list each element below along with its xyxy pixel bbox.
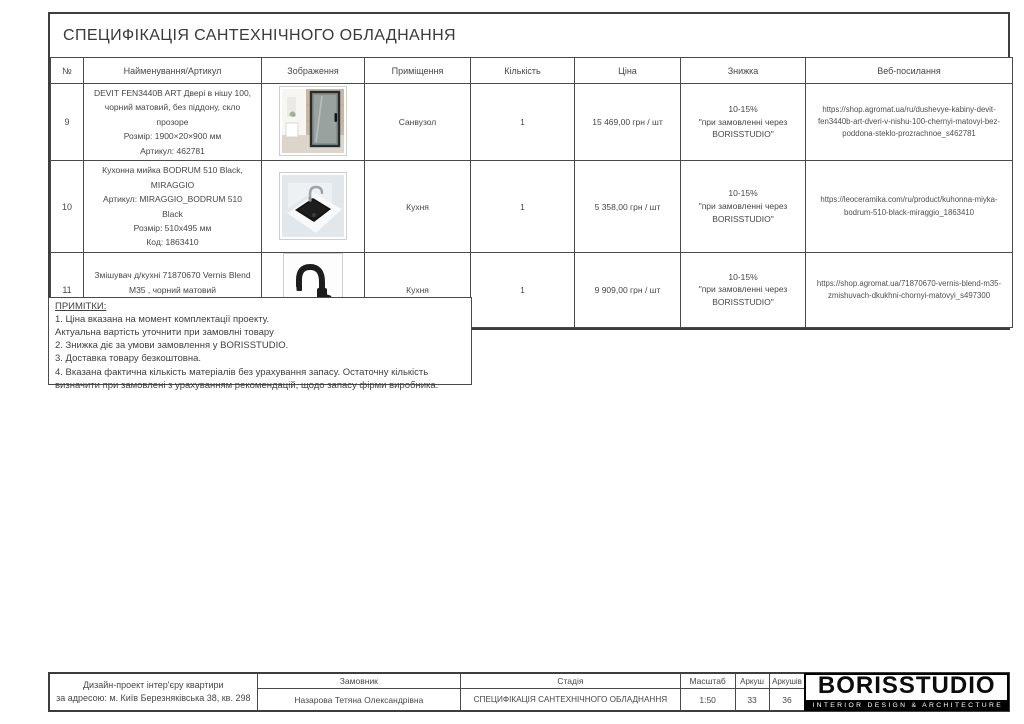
table-row — [51, 161, 1013, 253]
client-label: Замовник — [258, 674, 461, 689]
discount-cell — [681, 84, 806, 161]
col-header-price: Ціна — [575, 58, 681, 84]
project-info-cell — [50, 674, 258, 710]
spec-grid — [50, 57, 1013, 328]
web-link[interactable]: https://shop.agromat.ua/71870670-vernis-blend-m35-zmishuvach-dkukhni-chornyi-matovyi_s497300 — [806, 252, 1013, 327]
notes-heading: ПРИМІТКИ: — [55, 301, 107, 312]
notes-box — [48, 297, 472, 391]
page-title: СПЕЦИФІКАЦІЯ САНТЕХНІЧНОГО ОБЛАДНАННЯ — [63, 26, 456, 44]
discount-percent: 10-15% — [728, 103, 758, 114]
specification-table — [48, 12, 1010, 330]
discount-cell — [681, 161, 806, 253]
col-header-image: Зображення — [262, 58, 365, 84]
table-row — [51, 84, 1013, 161]
item-description: DEVIT FEN3440B ART Двері в нішу 100, чорний матовий, без піддону, скло прозоре — [93, 88, 252, 127]
row-number: 9 — [51, 84, 84, 161]
item-description: Кухонна мийка BODRUM 510 Black, MIRAGGIO — [102, 165, 243, 190]
discount-condition: "при замовленні через BORISSTUDIO" — [698, 201, 788, 224]
discount-condition: "при замовленні через BORISSTUDIO" — [698, 116, 788, 140]
discount-percent: 10-15% — [728, 188, 758, 199]
sheet-number-cell — [736, 674, 770, 710]
item-image-cell — [262, 84, 365, 161]
item-image-cell — [262, 161, 365, 253]
room-cell: Кухня — [365, 161, 471, 253]
col-header-qty: Кількість — [471, 58, 575, 84]
item-size: Розмір: 510х495 мм — [133, 222, 212, 233]
note-line: 4. Вказана фактична кількість матеріалів без урахування запасу. Остаточну кількість — [55, 366, 429, 378]
logo-tagline: INTERIOR DESIGN & ARCHITECTURE — [805, 700, 1008, 711]
scale-label: Масштаб — [681, 674, 735, 689]
qty-cell: 1 — [471, 252, 575, 327]
sheets-total-cell — [770, 674, 806, 710]
stage-cell — [461, 674, 681, 710]
qty-cell: 1 — [471, 84, 575, 161]
shower-door-image — [279, 86, 347, 156]
stage-value: СПЕЦИФІКАЦІЯ САНТЕХНІЧНОГО ОБЛАДНАННЯ — [473, 695, 668, 704]
room-cell: Кухня — [365, 252, 471, 327]
client-value: Назарова Тетяна Олександрівна — [294, 694, 424, 705]
price-cell: 15 469,00 грн / шт — [575, 84, 681, 161]
col-header-discount: Знижка — [681, 58, 806, 84]
note-line: 1. Ціна вказана на момент комплектації проекту. — [55, 314, 270, 326]
note-line: Актуальна вартість уточнити при замовлні товару — [55, 327, 274, 339]
col-header-weblink: Веб-посилання — [806, 58, 1013, 84]
item-description: Змішувач д/кухні 71870670 Vernis Blend M35 , чорний матовий — [94, 270, 251, 295]
client-cell — [258, 674, 462, 710]
sheets-value: 36 — [782, 694, 792, 705]
scale-value: 1:50 — [699, 694, 716, 705]
item-name-cell — [84, 84, 262, 161]
stage-label: Стадія — [461, 674, 680, 689]
project-line-1: Дизайн-проект інтер'єру квартири — [82, 679, 224, 690]
qty-cell: 1 — [471, 161, 575, 253]
title-block — [48, 672, 1010, 712]
studio-logo — [804, 673, 1009, 711]
discount-condition: "при замовленні через BORISSTUDIO" — [698, 284, 788, 308]
col-header-name: Найменування/Артикул — [84, 58, 262, 84]
kitchen-sink-image — [279, 172, 347, 240]
scale-cell — [681, 674, 736, 710]
row-number: 11 — [51, 252, 84, 327]
col-header-num: № — [51, 58, 84, 84]
price-cell: 5 358,00 грн / шт — [575, 161, 681, 253]
table-header-row — [51, 58, 1013, 84]
item-size: Розмір: 1900×20×900 мм — [123, 131, 222, 142]
sheets-label: Аркушів — [770, 674, 805, 689]
note-line: визначити при замовлені з урахуванням рекомендацій, щодо запасу фірми виробника. — [55, 379, 439, 391]
note-line: 3. Доставка товару безкоштовна. — [55, 353, 201, 365]
web-link[interactable]: https://shop.agromat.ua/ru/dushevye-kabiny-devit-fen3440b-art-dveri-v-nishu-100-chernyi-matovyi-bez-poddona-steklo-prozrachnoe_s462781 — [806, 84, 1013, 161]
price-cell: 9 909,00 грн / шт — [575, 252, 681, 327]
note-line: 2. Знижка діє за умови замовлення у BORISSTUDIO. — [55, 340, 289, 352]
web-link[interactable]: https://leoceramika.com/ru/product/kuhonna-miyka-bodrum-510-black-miraggio_1863410 — [806, 161, 1013, 253]
logo-wordmark: BORISSTUDIO — [817, 671, 996, 699]
row-number: 10 — [51, 161, 84, 253]
item-article: Артикул: 462781 — [140, 145, 205, 156]
sheet-value: 33 — [747, 694, 757, 705]
sheet-label: Аркуш — [736, 674, 769, 689]
col-header-room: Приміщення — [365, 58, 471, 84]
item-code: Код: 1863410 — [146, 237, 199, 248]
item-article: Артикул: MIRAGGIO_BODRUM 510 Black — [103, 194, 242, 219]
discount-cell — [681, 252, 806, 327]
item-name-cell — [84, 161, 262, 253]
room-cell: Санвузол — [365, 84, 471, 161]
discount-percent: 10-15% — [728, 271, 758, 282]
project-line-2: за адресою: м. Київ Березняківська 38, кв. 298 — [56, 693, 251, 703]
